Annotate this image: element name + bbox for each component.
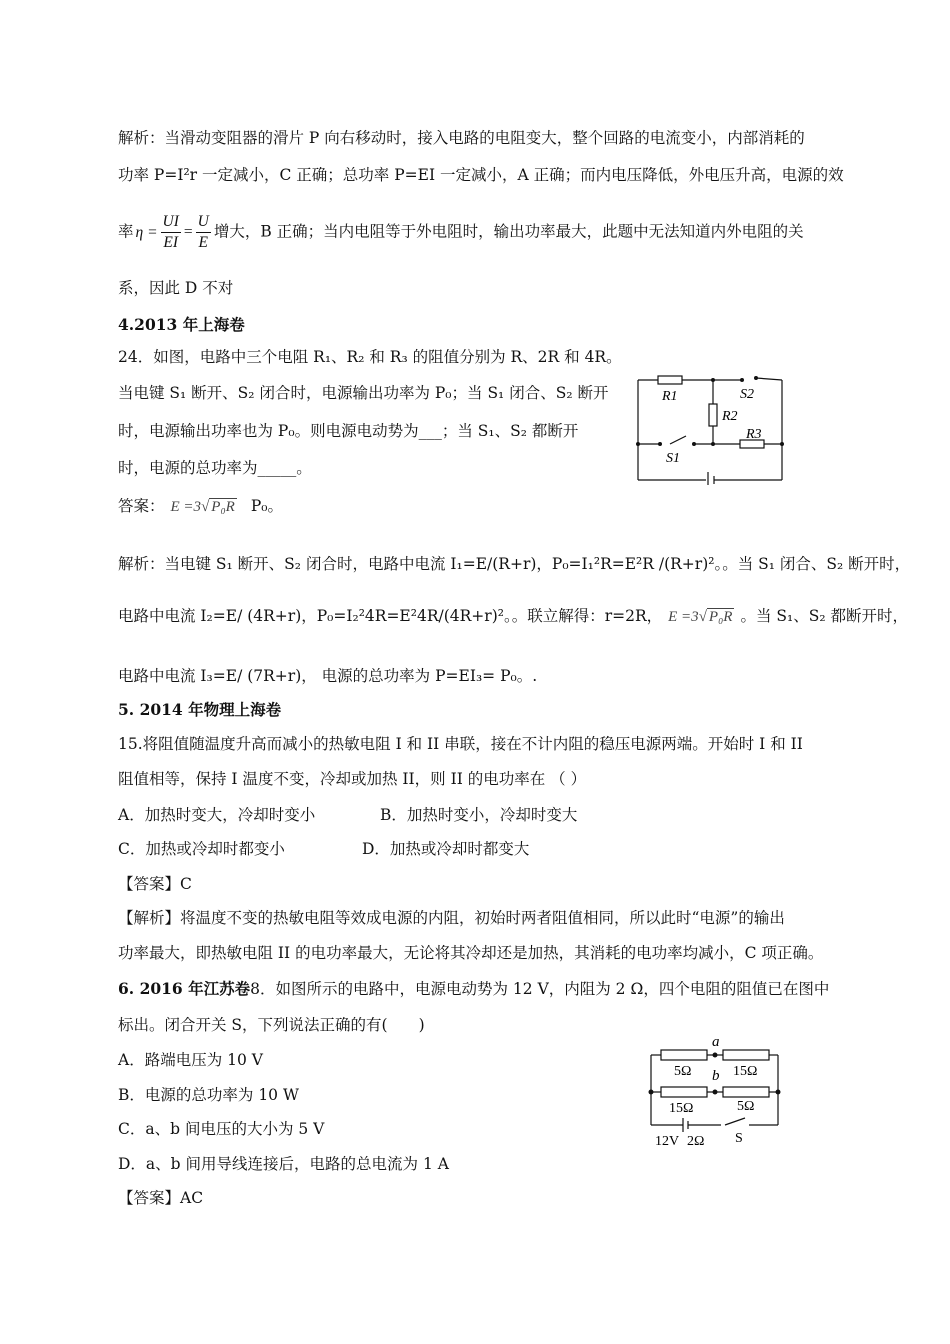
section-4-analysis-line-1: 解析：当电键 S₁ 断开、S₂ 闭合时，电路中电流 I₁=E/(R+r)，P₀=I₁²R=E²R /(R+r)²。。当 S₁ 闭合、S₂ 断开时， [118, 555, 911, 573]
section-4-analysis-line-3: 电路中电流 I₃=E/ (7R+r)， 电源的总功率为 P=EI₃= P₀。. [118, 667, 538, 685]
prev-analysis-line-2: 功率 P=I²r 一定减小，C 正确；总功率 P=EI 一定减小，A 正确；而内电压降低，外电压升高，电源的效 [118, 166, 844, 184]
section-5-option-a: A．加热时变大，冷却时变小 [118, 806, 316, 824]
section-5-heading: 5. 2014 年物理上海卷 [118, 700, 282, 719]
section-4-heading: 4.2013 年上海卷 [118, 315, 245, 334]
label-r-bottom-right: 5Ω [737, 1099, 755, 1114]
prev-analysis-line-3-post: 增大，B 正确；当内电阻等于外电阻时，输出功率最大，此题中无法知道内外电阻的关 [213, 222, 804, 241]
label-node-a: a [712, 1034, 720, 1050]
label-s1: S1 [666, 451, 680, 466]
label-r-top-right: 15Ω [733, 1064, 758, 1079]
fraction-u-e-denominator: E [198, 234, 208, 251]
prev-analysis-line-4: 系，因此 D 不对 [118, 279, 234, 297]
section-5-question-line-2: 阻值相等，保持 I 温度不变，冷却或加热 II，则 II 的电功率在 （ ） [118, 770, 587, 788]
resistor-bottom-right [723, 1087, 769, 1097]
label-internal-resistance: 2Ω [687, 1134, 705, 1149]
fraction-ui-ei-numerator: UI [161, 212, 181, 233]
resistor-top-left [661, 1050, 707, 1060]
circuit-diagram-2 [645, 1030, 790, 1150]
label-s2: S2 [740, 387, 754, 402]
section-6-question-line-1-rest: 8．如图所示的电路中，电源电动势为 12 V，内阻为 2 Ω，四个电阻的阻值已在图中 [250, 980, 830, 998]
section-6-question-line-2: 标出。闭合开关 S，下列说法正确的有( ) [118, 1016, 425, 1034]
label-r2: R2 [722, 409, 738, 424]
answer-tail: P₀。 [250, 497, 283, 515]
section-6-option-b: B．电源的总功率为 10 W [118, 1086, 299, 1104]
fraction-ui-ei-denominator: EI [163, 234, 179, 251]
section-4-question-line-4: 时，电源的总功率为_____。 [118, 459, 312, 477]
section-6-answer: 【答案】AC [118, 1189, 204, 1207]
section-4-answer [118, 494, 283, 516]
resistor-bottom-left [661, 1087, 707, 1097]
resistor-r1 [658, 376, 682, 384]
section-4-analysis-line-2 [118, 604, 908, 626]
prev-analysis-line-1: 解析：当滑动变阻器的滑片 P 向右移动时，接入电路的电阻变大，整个回路的电流变小，内部消耗的 [118, 129, 805, 147]
section-4-question-line-2: 当电键 S₁ 断开、S₂ 闭合时，电源输出功率为 P₀；当 S₁ 闭合、S₂ 断开 [118, 384, 609, 402]
section-4-analysis-line-2-post: 。当 S₁、S₂ 都断开时， [740, 607, 908, 625]
resistor-r2 [709, 404, 717, 426]
label-r3: R3 [746, 427, 762, 442]
fraction-u-e [196, 212, 211, 253]
section-5-answer: 【答案】C [118, 875, 192, 893]
section-4-question-line-3: 时，电源输出功率也为 P₀。则电源电动势为___；当 S₁、S₂ 都断开 [118, 422, 579, 440]
label-r-bottom-left: 15Ω [669, 1101, 694, 1116]
circuit-diagram-1 [630, 370, 790, 485]
section-6-question-line-1 [118, 977, 829, 999]
answer-equation-lhs: E =3 [170, 498, 202, 515]
fraction-u-e-numerator: U [196, 212, 211, 233]
section-6-option-d: D．a、b 间用导线连接后，电路的总电流为 1 A [118, 1155, 449, 1173]
analysis-equation-lhs: E =3 [668, 608, 699, 625]
label-switch: S [735, 1131, 743, 1146]
section-5-analysis-line-1: 【解析】将温度不变的热敏电阻等效成电源的内阻，初始时两者阻值相同，所以此时“电源”的输出 [118, 909, 785, 927]
section-4-question-line-1: 24．如图，电路中三个电阻 R₁、R₂ 和 R₃ 的阻值分别为 R、2R 和 4R。 [118, 348, 622, 366]
section-6-option-c: C．a、b 间电压的大小为 5 V [118, 1120, 325, 1138]
prev-analysis-line-3 [118, 212, 804, 253]
label-emf: 12V [655, 1134, 680, 1149]
section-5-option-c: C．加热或冷却时都变小 [118, 840, 285, 858]
label-node-b: b [712, 1068, 720, 1084]
resistor-top-right [723, 1050, 769, 1060]
section-6-option-a: A．路端电压为 10 V [118, 1051, 263, 1069]
prev-analysis-line-3-pre: 率 [118, 222, 134, 241]
answer-equation-radicand: P₀R [211, 498, 235, 515]
label-r1: R1 [662, 389, 678, 404]
answer-equation: E =3√ P₀R [170, 498, 235, 515]
analysis-equation: E =3√ P₀R [668, 608, 733, 625]
analysis-equation-radicand: P₀R [708, 608, 733, 625]
answer-label: 答案： [118, 497, 165, 515]
section-5-analysis-line-2: 功率最大，即热敏电阻 II 的电功率最大，无论将其冷却还是加热，其消耗的电功率均减小，C 项正确。 [118, 944, 824, 962]
section-5-option-b: B．加热时变小，冷却时变大 [380, 806, 578, 824]
section-4-analysis-line-2-pre: 电路中电流 I₂=E/ (4R+r)，P₀=I₂²4R=E²4R/(4R+r)²。。联立解得：r=2R， [118, 607, 663, 625]
section-5-option-d: D．加热或冷却时都变大 [362, 840, 530, 858]
label-r-top-left: 5Ω [674, 1064, 692, 1079]
equals-sign: = [183, 223, 193, 241]
fraction-ui-ei [161, 212, 181, 253]
eta-symbol: η = [135, 223, 158, 241]
section-5-question-line-1: 15.将阻值随温度升高而减小的热敏电阻 I 和 II 串联，接在不计内阻的稳压电源两端。开始时 I 和 II [118, 735, 803, 753]
section-6-heading: 6. 2016 年江苏卷 [118, 979, 251, 998]
